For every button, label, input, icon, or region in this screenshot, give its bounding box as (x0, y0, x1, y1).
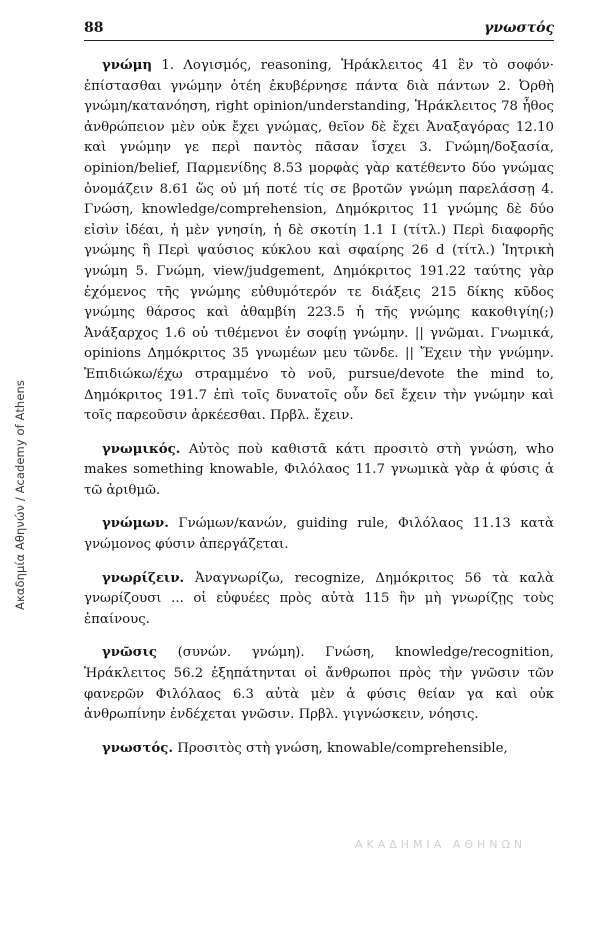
page-header (84, 16, 554, 41)
entry-headword: γνωστός. (102, 740, 174, 756)
entry-body: 1. Λογισμός, reasoning, Ἡράκλειτος 41 ἓν τὸ σοφόν· ἐπίστασθαι γνώμην ὁτέη ἐκυβέρνησε πάντα διὰ πάντων 2. Ὀρθὴ γνώμη/κατανόηση, right opinion/understanding, Ἡράκλειτος 78 ἦθος ἀνθρώπειον μὲν οὐκ ἔχει γνώμας, θεῖον δὲ ἔχει Ἀναξαγόρας 12.10 καὶ γνώμην γε περὶ παντὸς πᾶσαν ἴσχει 3. Γνώμη/δοξασία, opinion/belief, Παρμενίδης 8.53 μορφὰς γὰρ κατέθεντο δύο γνώμας ὀνομάζειν 8.61 ὥς οὐ μή ποτέ τίς σε βροτῶν γνώμη παρελάσσῃ 4. Γνώση, knowledge/comprehension, Δημόκριτος 11 γνώμης δὲ δύο εἰσὶν ἰδέαι, ἡ μὲν γνησίη, ἡ δὲ σκοτίη 1.1 I (τίτλ.) Περὶ διαφορῆς γνώμης ἢ Περὶ ψαύσιος κύκλου καὶ σφαίρης 26 d (τίτλ.) Ἰητρικὴ γνώμη 5. Γνώμη, view/judgement, Δημόκριτος 191.22 ταύτης γὰρ ἐχόμενος τῆς γνώμης εὐθυμότερόν τε διάξεις 215 δίκης κῦδος γνώμης θάρσος καὶ ἀθαμβίη 223.5 ἡ τῆς γνώμης κακοθιγίη(;) Ἀνάξαρχος 1.6 οὐ τιθέμενοι ἐν σοφίῃ γνώμην. || γνῶμαι. Γνωμικά, opinions Δημόκριτος 35 γνωμέων μευ τῶνδε. || Ἔχειν τὴν γνώμην. Ἐπιδιώκω/έχω στραμμένο τὸ νοῦ, pursue/devote the mind to, Δημόκριτος 191.7 ἐπὶ τοῖς δυνατοῖς οὖν δεῖ ἔχειν τὴν γνώμην καὶ τοῖς παρεοῦσιν ἀρκέεσθαι. Πρβλ. ἔχειν. (84, 58, 554, 424)
archive-side-label: Ακαδημία Αθηνών / Academy of Athens (13, 380, 27, 610)
entry-gnomikos (84, 440, 554, 502)
entry-body: Προσιτὸς στὴ γνώση, knowable/comprehensible, (177, 740, 508, 756)
entry-gnorizein (84, 569, 554, 631)
entry-body: Γνώμων/κανών, guiding rule, Φιλόλαος 11.13 κατὰ γνώμονος φύσιν ἀπεργάζεται. (84, 516, 554, 553)
entry-headword: γνώμη (102, 58, 153, 73)
entry-headword: γνώμων. (102, 516, 169, 532)
entry-headword: γνωμικός. (102, 441, 181, 457)
entry-gnomon (84, 514, 554, 555)
entry-body: (συνών. γνώμη). Γνώση, knowledge/recognition, Ἡράκλειτος 56.2 ἐξηπάτηνται οἱ ἄνθρωποι πρὸς τὴν γνῶσιν τῶν φανερῶν Φιλόλαος 6.3 αὐτὰ μὲν ἁ φύσις θείαν γα καὶ οὐκ ἀνθρωπίνην ἐνδέχεται γνῶσιν. Πρβλ. γιγνώσκειν, νόησις. (84, 645, 555, 723)
academy-watermark: ΑΚΑΔΗΜΙΑ ΑΘΗΝΩΝ (355, 838, 527, 851)
entry-body: Ἀναγνωρίζω, recognize, Δημόκριτος 56 τὰ καλὰ γνωρίζουσι ... οἱ εὐφυέες πρὸς αὐτὰ 115 ἣν μὴ γνωρίζῃς τοὺς ἐπαίνους. (84, 570, 555, 627)
entry-headword: γνωρίζειν. (102, 570, 185, 586)
entry-gnostos (84, 739, 554, 760)
entry-body: Αὐτὸς ποὺ καθιστᾶ κάτι προσιτὸ στὴ γνώση, who makes something knowable, Φιλόλαος 11.7 γνωμικὰ γὰρ ἁ φύσις ἁ τῶ ἀριθμῶ. (84, 441, 554, 498)
dictionary-entries (84, 56, 554, 772)
page-number: 88 (84, 20, 104, 36)
running-head: γνωστός (484, 20, 554, 36)
entry-gnosis (84, 643, 554, 725)
entry-headword: γνῶσις (102, 645, 157, 661)
entry-gnome (84, 56, 554, 427)
